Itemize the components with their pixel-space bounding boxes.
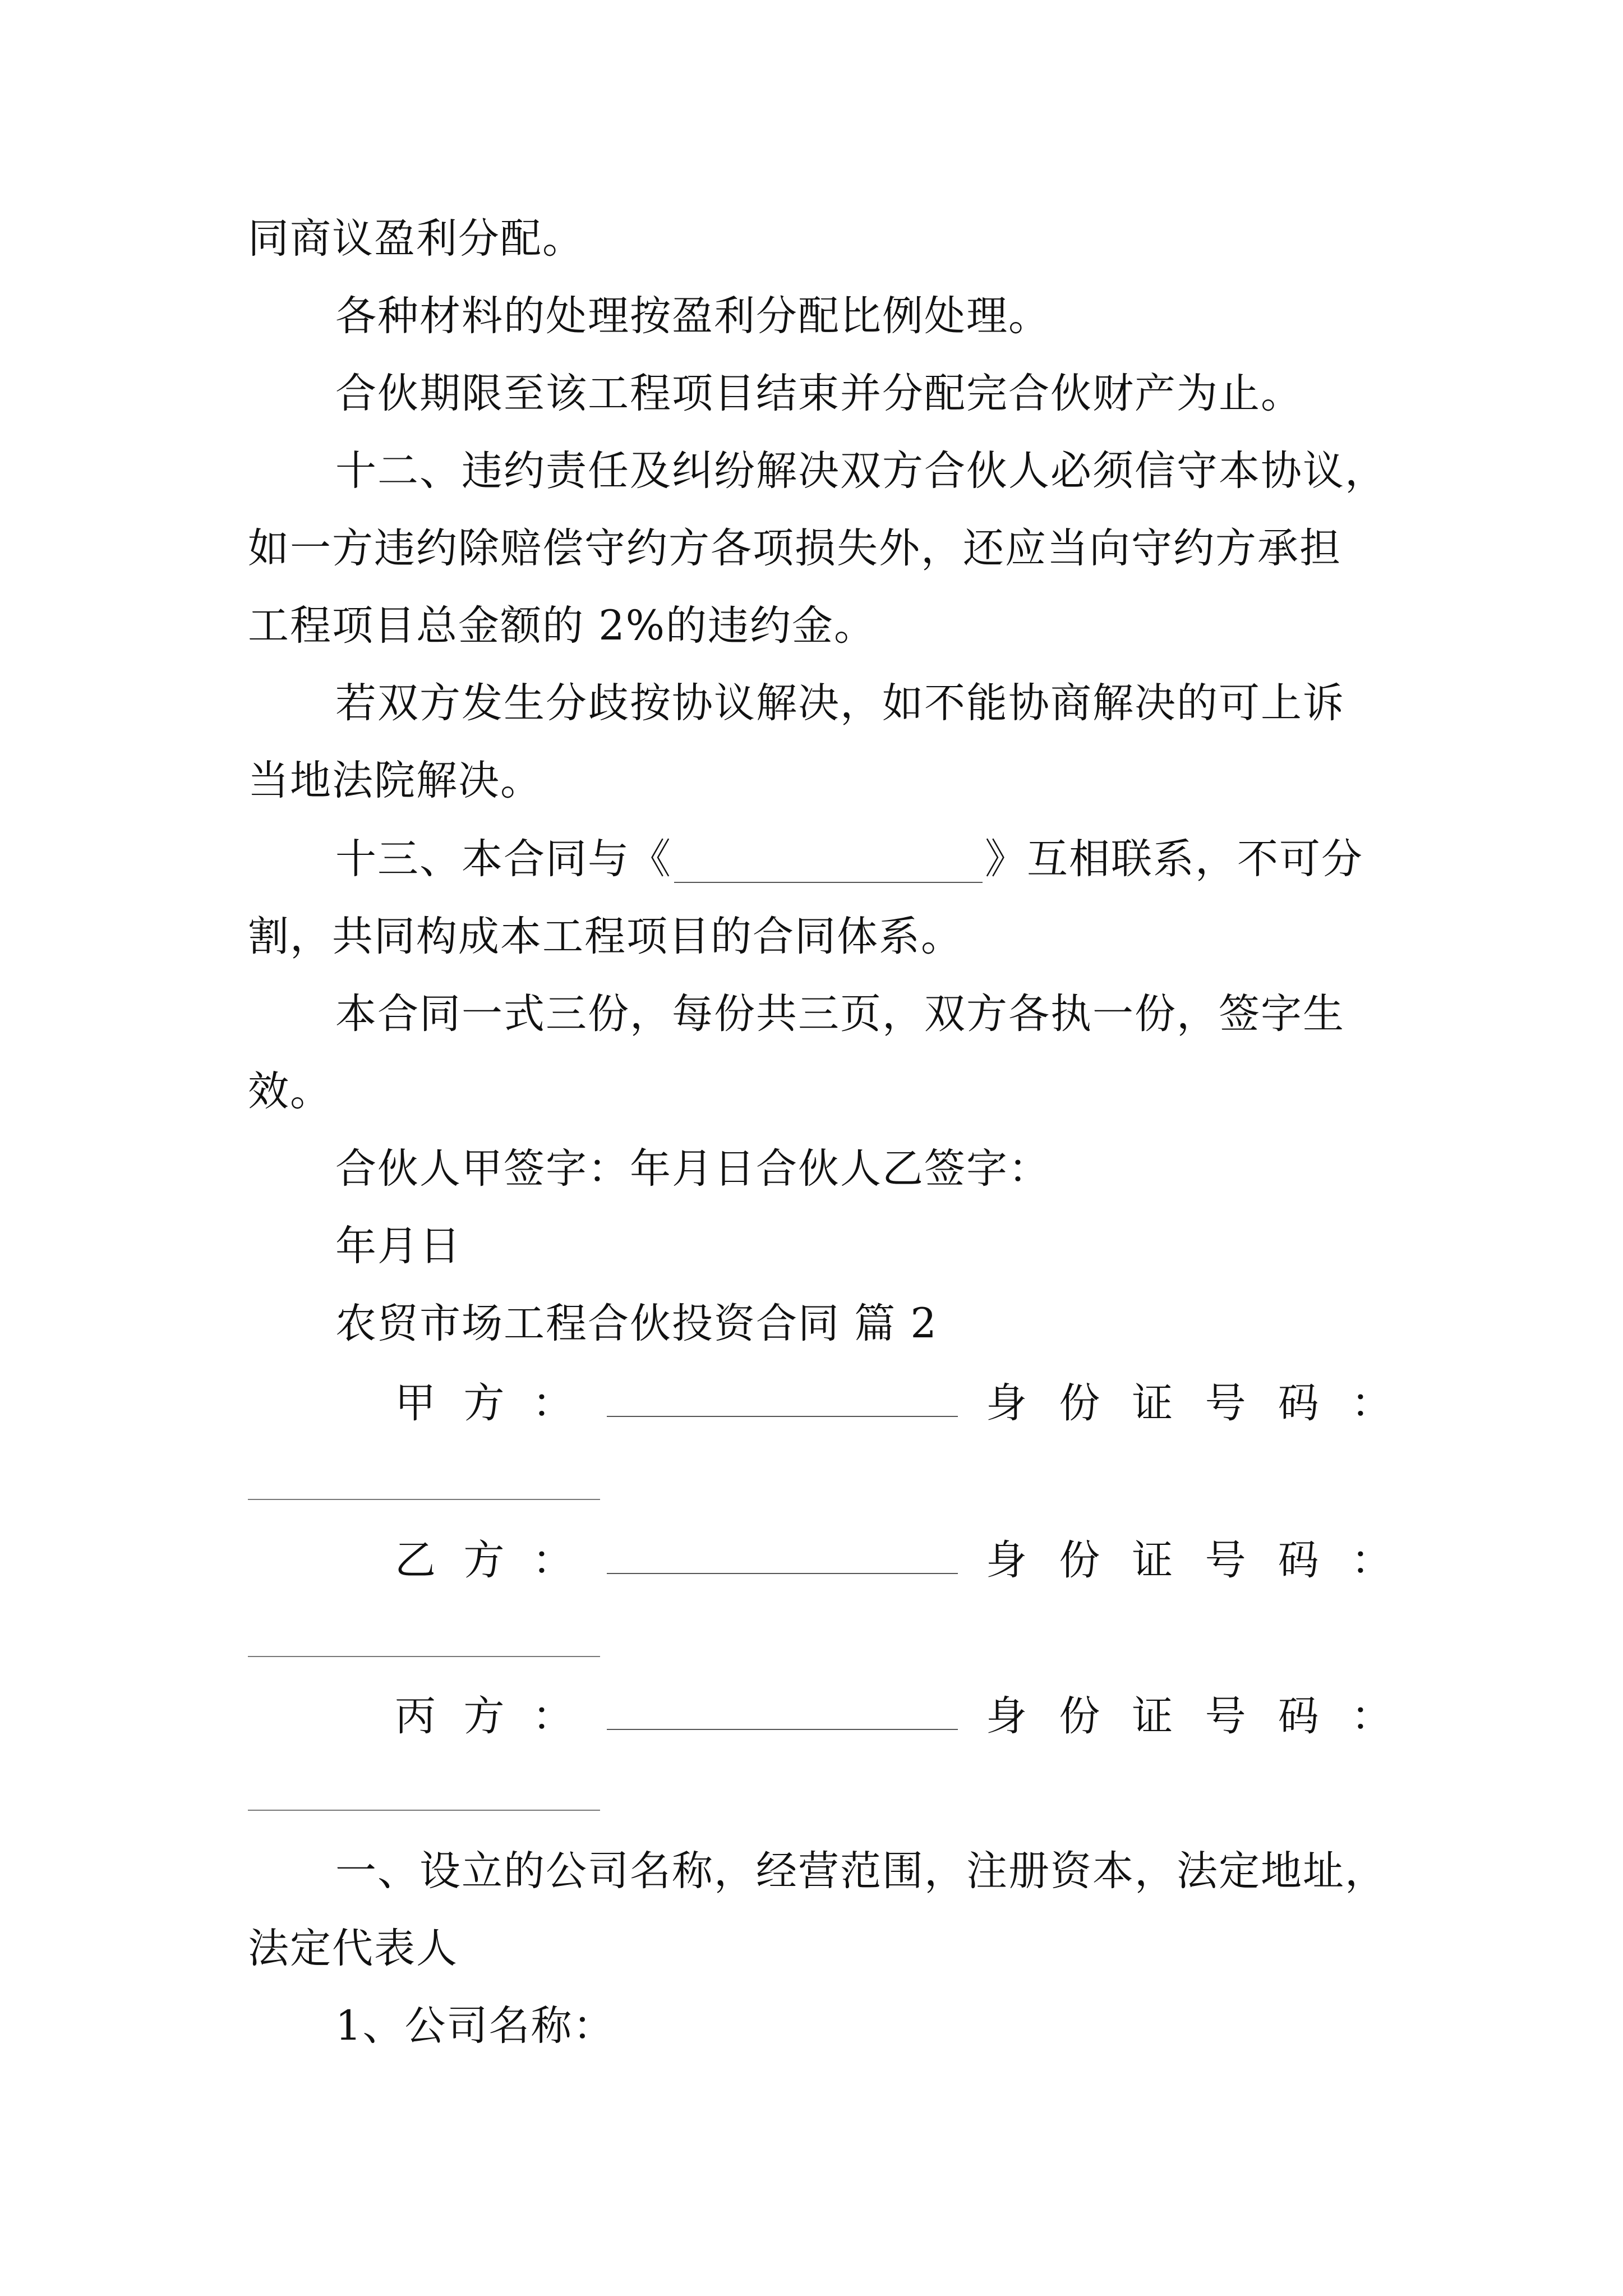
paragraph-line: 各种材料的处理按盈利分配比例处理。: [335, 292, 1050, 340]
party-c-label: [395, 1688, 573, 1745]
party-a-row: [248, 1375, 1392, 1432]
paragraph-line: 如一方违约除赔偿守约方各项损失外，还应当向守约方承担: [248, 524, 1341, 572]
label-glyph: 方: [463, 1536, 505, 1584]
paragraph-line: 法定代表人: [248, 1925, 458, 1972]
party-c-blank: [607, 1729, 958, 1730]
section-1-line: 一、设立的公司名称，经营范围，注册资本，法定地址，: [335, 1847, 1387, 1895]
label-glyph: 证: [1132, 1379, 1173, 1427]
paragraph-line: 当地法院解决。: [248, 757, 542, 804]
party-b-id-blank: [248, 1656, 600, 1657]
paragraph-line: 同商议盈利分配。: [248, 215, 584, 263]
clause-13-line: [335, 832, 1479, 886]
date-line: 年月日: [335, 1222, 462, 1270]
party-c-id-label: [986, 1688, 1392, 1745]
signature-line: 合伙人甲签字：年月日合伙人乙签字：: [335, 1145, 1050, 1193]
party-a-label: [395, 1375, 573, 1432]
label-glyph: 号: [1205, 1692, 1246, 1740]
clause-13-text-end: 》互相联系，不可分: [985, 835, 1363, 883]
label-glyph: 码: [1278, 1379, 1319, 1427]
label-glyph: 身: [986, 1379, 1027, 1427]
label-glyph: ：: [532, 1379, 573, 1427]
clause-12-line: 十二、违约责任及纠纷解决双方合伙人必须信守本协议，: [335, 447, 1387, 495]
label-glyph: 号: [1205, 1536, 1246, 1584]
party-a-id-blank: [248, 1499, 600, 1500]
clause-13-text-start: 十三、本合同与《: [335, 835, 672, 883]
section-heading: 农贸市场工程合伙投资合同 篇 2: [335, 1300, 938, 1347]
label-glyph: ：: [532, 1692, 573, 1740]
label-glyph: 证: [1132, 1692, 1173, 1740]
party-a-blank: [607, 1416, 958, 1417]
label-glyph: ：: [1350, 1692, 1392, 1740]
label-glyph: 方: [463, 1379, 505, 1427]
label-glyph: 码: [1278, 1536, 1319, 1584]
party-b-blank: [607, 1573, 958, 1574]
label-glyph: 甲: [395, 1379, 436, 1427]
paragraph-line: 合伙期限至该工程项目结束并分配完合伙财产为止。: [335, 370, 1303, 417]
label-glyph: 号: [1205, 1379, 1246, 1427]
label-glyph: 方: [463, 1692, 505, 1740]
paragraph-line: 效。: [248, 1068, 332, 1115]
label-glyph: 份: [1059, 1692, 1100, 1740]
label-glyph: 丙: [395, 1692, 436, 1740]
label-glyph: 份: [1059, 1536, 1100, 1584]
label-glyph: 份: [1059, 1379, 1100, 1427]
party-c-row: [248, 1688, 1392, 1745]
label-glyph: 身: [986, 1536, 1027, 1584]
label-glyph: ：: [1350, 1379, 1392, 1427]
party-c-id-blank: [248, 1810, 600, 1811]
party-b-id-label: [986, 1533, 1392, 1589]
party-b-label: [395, 1533, 573, 1589]
label-glyph: 身: [986, 1692, 1027, 1740]
label-glyph: 证: [1132, 1536, 1173, 1584]
label-glyph: ：: [1350, 1536, 1392, 1584]
label-glyph: 乙: [395, 1536, 436, 1584]
party-b-row: [248, 1533, 1392, 1589]
paragraph-line: 本合同一式三份，每份共三页，双方各执一份，签字生: [335, 990, 1345, 1038]
contract-name-blank: [674, 841, 983, 883]
paragraph-line: 若双方发生分歧按协议解决，如不能协商解决的可上诉: [335, 679, 1345, 727]
company-name-line: 1、公司名称：: [335, 2002, 615, 2050]
party-a-id-label: [986, 1375, 1392, 1432]
label-glyph: ：: [532, 1536, 573, 1584]
paragraph-line: 工程项目总金额的 2%的违约金。: [248, 602, 877, 650]
paragraph-line: 割，共同构成本工程项目的合同体系。: [248, 913, 963, 960]
label-glyph: 码: [1278, 1692, 1319, 1740]
